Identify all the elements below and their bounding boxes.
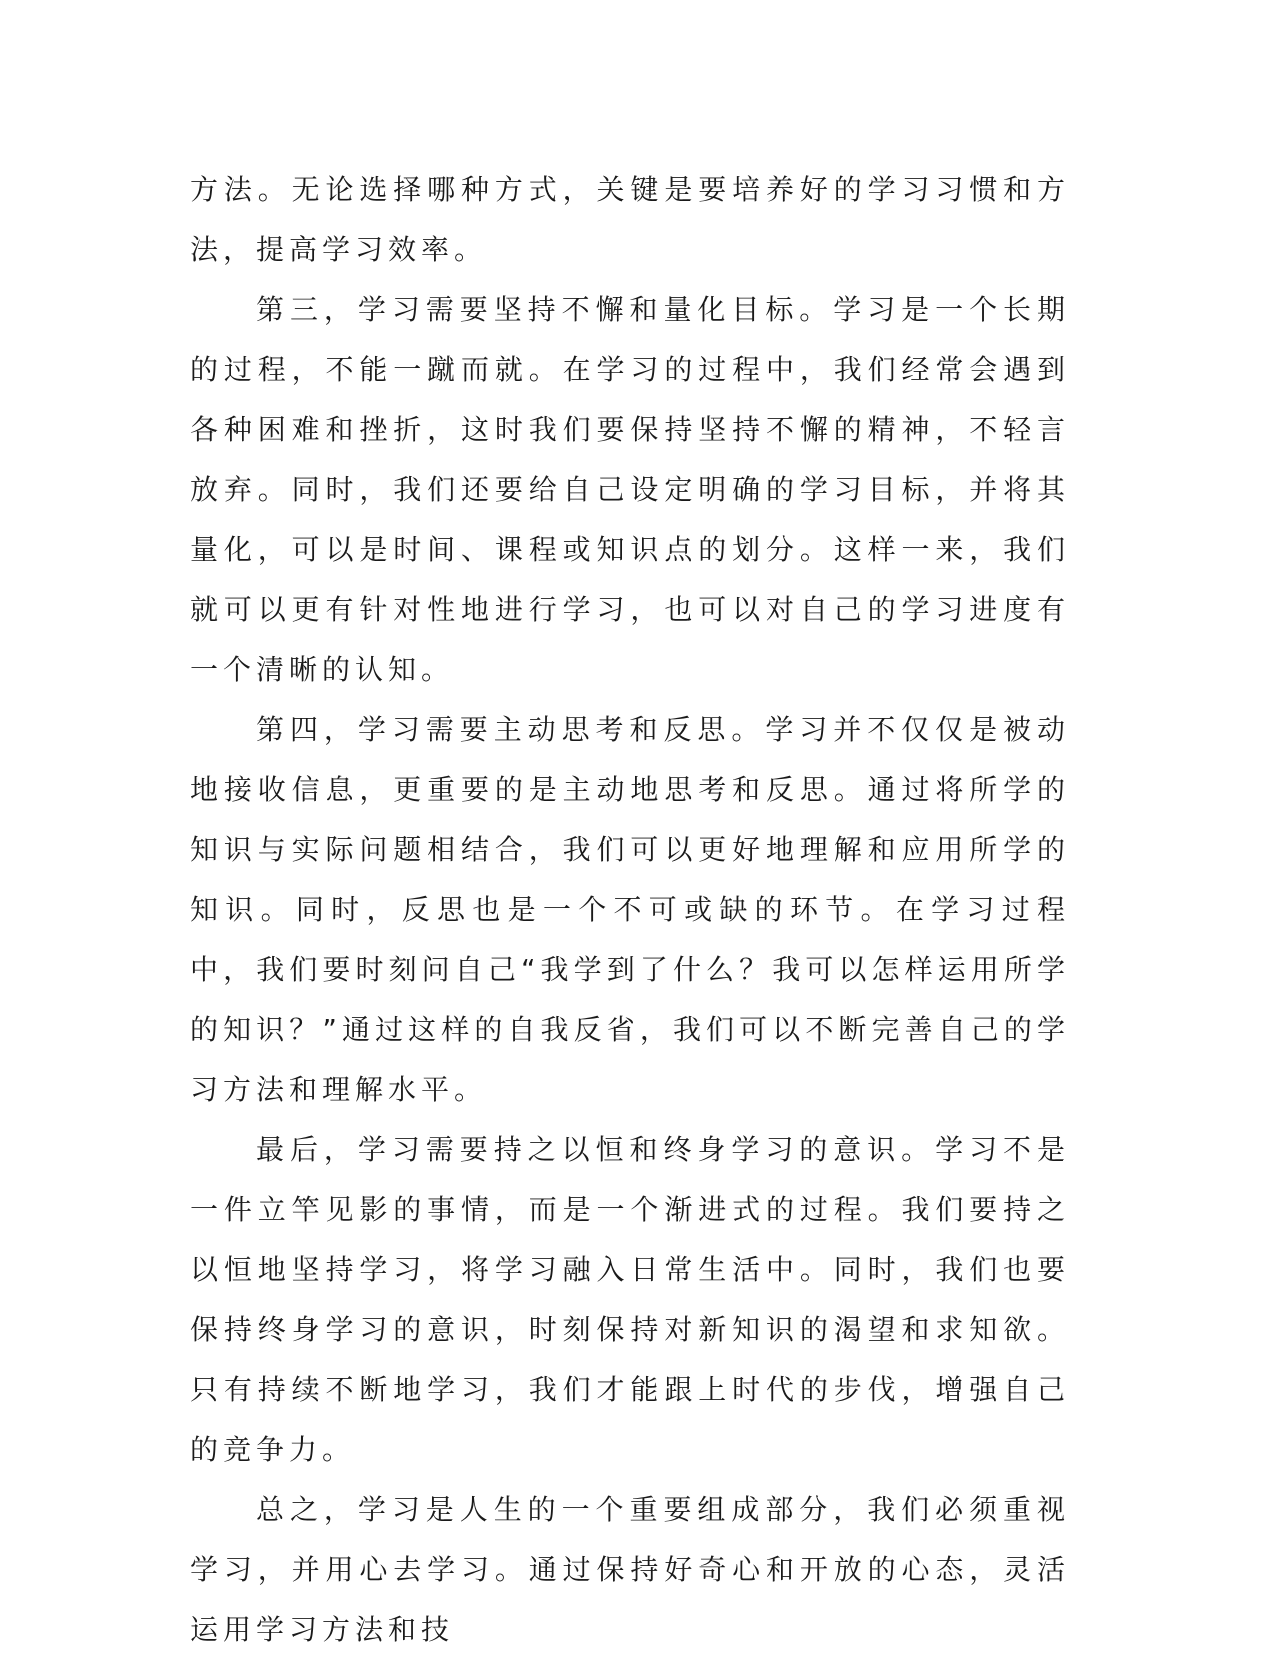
paragraph-fourth-point: 第四，学习需要主动思考和反思。学习并不仅仅是被动地接收信息，更重要的是主动地思考和反思。通过将所学的知识与实际问题相结合，我们可以更好地理解和应用所学的知识。同时，反思也是一个不可或缺的环节。在学习过程中，我们要时刻问自己“我学到了什么？我可以怎样运用所学的知识？”通过这样的自我反省，我们可以不断完善自己的学习方法和理解水平。 bbox=[190, 713, 1070, 1106]
paragraph-continuation: 方法。无论选择哪种方式，关键是要培养好的学习习惯和方法，提高学习效率。 bbox=[190, 173, 1070, 266]
paragraph-last-point: 最后，学习需要持之以恒和终身学习的意识。学习不是一件立竿见影的事情，而是一个渐进式的过程。我们要持之以恒地坚持学习，将学习融入日常生活中。同时，我们也要保持终身学习的意识，时刻保持对新知识的渴望和求知欲。只有持续不断地学习，我们才能跟上时代的步伐，增强自己的竞争力。 bbox=[190, 1133, 1070, 1466]
paragraph-summary: 总之，学习是人生的一个重要组成部分，我们必须重视学习，并用心去学习。通过保持好奇心和开放的心态，灵活运用学习方法和技 bbox=[190, 1493, 1070, 1646]
paragraph-third-point: 第三，学习需要坚持不懈和量化目标。学习是一个长期的过程，不能一蹴而就。在学习的过程中，我们经常会遇到各种困难和挫折，这时我们要保持坚持不懈的精神，不轻言放弃。同时，我们还要给自己设定明确的学习目标，并将其量化，可以是时间、课程或知识点的划分。这样一来，我们就可以更有针对性地进行学习，也可以对自己的学习进度有一个清晰的认知。 bbox=[190, 293, 1070, 686]
document-body bbox=[190, 160, 1070, 1660]
